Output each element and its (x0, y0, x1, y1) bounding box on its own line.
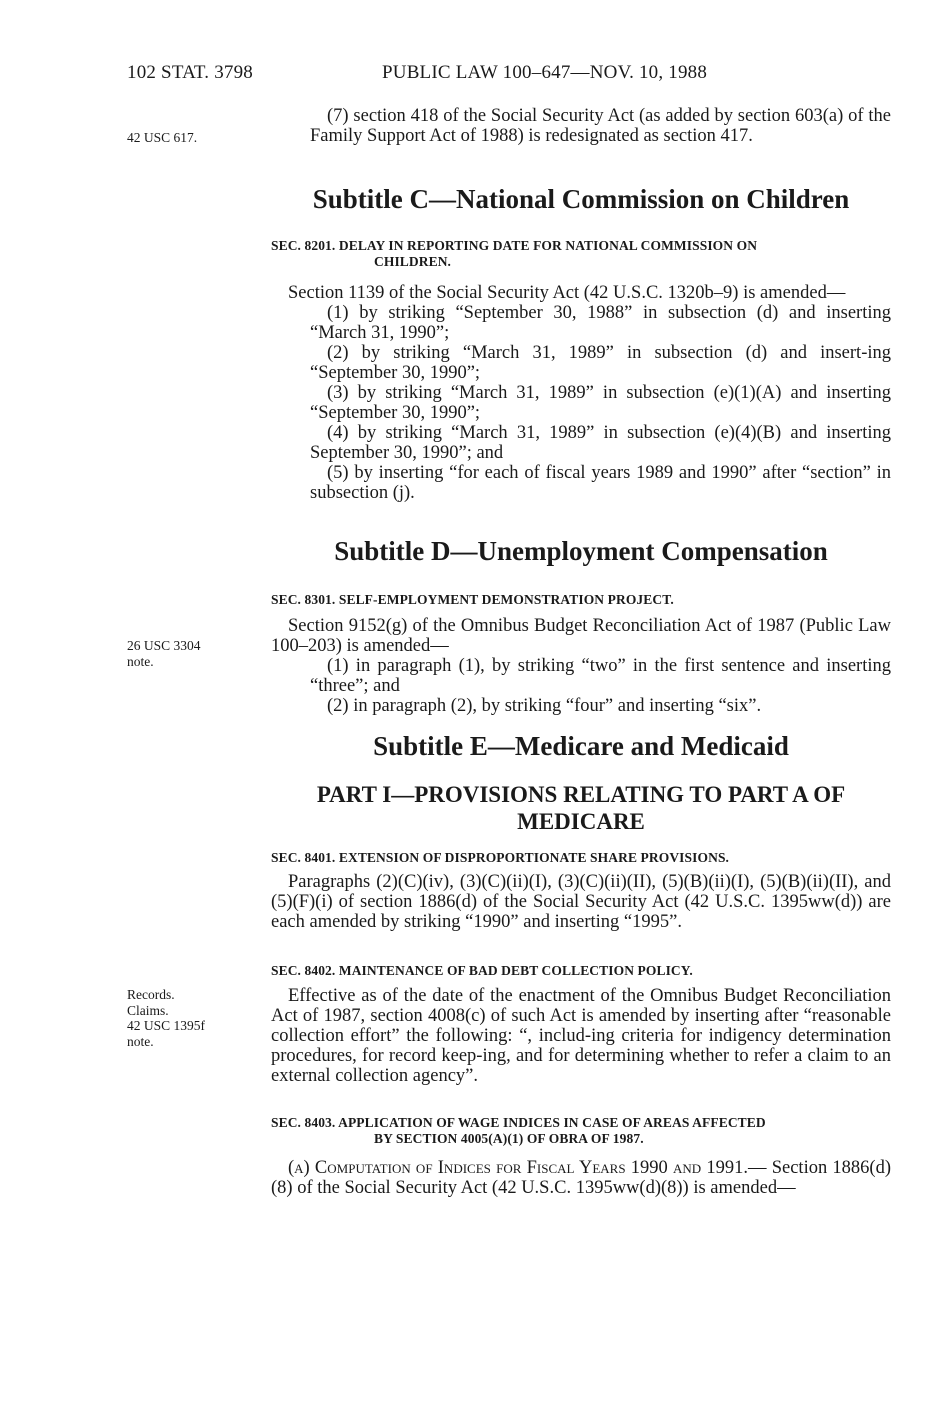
part-i-heading: PART I—PROVISIONS RELATING TO PART A OF MEDICARE (316, 782, 846, 834)
sec-8201-heading-line1: SEC. 8201. DELAY IN REPORTING DATE FOR NATIONAL COMMISSION ON (271, 238, 758, 253)
sec-8201-item-3: (3) by striking “March 31, 1989” in subsection (e)(1)(A) and inserting “September 30, 1990”; (310, 383, 891, 423)
margin-note-26-usc-3304: 26 USC 3304 note. (127, 638, 201, 669)
sec-8201-heading-line2: CHILDREN. (374, 254, 452, 269)
sec-8403-heading-block (271, 1115, 891, 1147)
margin-note-42-usc-617: 42 USC 617. (127, 130, 198, 145)
sec-8403-subsection-a-text: Section 1886(d)(8) of the Social Security Act (42 U.S.C. 1395ww(d)(8)) is amended— (271, 1158, 891, 1198)
sec-8402-heading: SEC. 8402. MAINTENANCE OF BAD DEBT COLLECTION POLICY. (271, 963, 693, 978)
sec-8301-heading-block (271, 592, 891, 608)
sec-8401-heading-block (271, 850, 891, 866)
sec-8201-intro: Section 1139 of the Social Security Act (42 U.S.C. 1320b–9) is amended— (288, 283, 846, 303)
sec-8403-heading-line1: SEC. 8403. APPLICATION OF WAGE INDICES IN CASE OF AREAS AFFECTED (271, 1115, 766, 1130)
subtitle-c-title-block (271, 184, 891, 215)
subtitle-c-heading: Subtitle C—National Commission on Children (312, 184, 850, 214)
sec-8402-heading-block (271, 963, 891, 979)
sec-8201-item-1: (1) by striking “September 30, 1988” in subsection (d) and inserting “March 31, 1990”; (310, 303, 891, 343)
subtitle-e-heading: Subtitle E—Medicare and Medicaid (373, 731, 789, 761)
margin-note-records-claims: Records. Claims. 42 USC 1395f note. (127, 987, 206, 1049)
sec-8201-body (271, 283, 891, 503)
page-running-header: PUBLIC LAW 100–647—NOV. 10, 1988 (382, 62, 708, 83)
sec-8403-subsection-a (271, 1158, 891, 1198)
sec-8301-intro: Section 9152(g) of the Omnibus Budget Reconciliation Act of 1987 (Public Law 100–203) is amended— (271, 616, 891, 656)
subtitle-e-title-block (271, 731, 891, 762)
subtitle-d-title-block (271, 536, 891, 567)
sec-8401-heading: SEC. 8401. EXTENSION OF DISPROPORTIONATE SHARE PROVISIONS. (271, 850, 730, 865)
sec-8201-heading-block (271, 238, 891, 270)
part-i-title-block (271, 781, 891, 835)
top-continuation (271, 106, 891, 146)
item-7: (7) section 418 of the Social Security Act (as added by section 603(a) of the Family Support Act of 1988) is redesignated as section 417. (310, 106, 891, 146)
page-stat-number: 102 STAT. 3798 (127, 62, 254, 83)
sec-8301-item-2: (2) in paragraph (2), by striking “four” and inserting “six”. (327, 696, 762, 716)
sec-8403-heading-line2: BY SECTION 4005(A)(1) OF OBRA OF 1987. (374, 1131, 644, 1146)
sec-8403-subsection-a-heading: (a) Computation of Indices for Fiscal Years 1990 and 1991.— (288, 1158, 767, 1178)
sec-8403-body (271, 1158, 891, 1198)
sec-8301-heading: SEC. 8301. SELF-EMPLOYMENT DEMONSTRATION PROJECT. (271, 592, 674, 607)
sec-8402-body (271, 986, 891, 1086)
subtitle-d-heading: Subtitle D—Unemployment Compensation (334, 536, 828, 566)
sec-8201-item-4: (4) by striking “March 31, 1989” in subsection (e)(4)(B) and inserting September 30, 1990”; and (310, 423, 891, 463)
sec-8301-body (271, 616, 891, 716)
sec-8401-body (271, 872, 891, 932)
sec-8401-text: Paragraphs (2)(C)(iv), (3)(C)(ii)(I), (3)(C)(ii)(II), (5)(B)(ii)(I), (5)(B)(ii)(II), and (5)(F)(i) of section 1886(d) of the Social Security Act (42 U.S.C. 1395ww(d)) are each amended by striking “1990” and inserting “1995”. (271, 872, 891, 932)
sec-8201-item-2: (2) by striking “March 31, 1989” in subsection (d) and insert-ing “September 30, 1990”; (310, 343, 891, 383)
sec-8301-item-1: (1) in paragraph (1), by striking “two” in the first sentence and inserting “three”; and (310, 656, 891, 696)
sec-8402-text: Effective as of the date of the enactment of the Omnibus Budget Reconciliation Act of 1987, section 4008(c) of such Act is amended by inserting after “reasonable collection effort” the following: “, includ-ing criteria for indigency determination procedures, for record keep-ing, and for determining whether to refer a claim to an external collection agency”. (271, 986, 891, 1086)
sec-8201-item-5: (5) by inserting “for each of fiscal years 1989 and 1990” after “section” in subsection (j). (310, 463, 891, 503)
